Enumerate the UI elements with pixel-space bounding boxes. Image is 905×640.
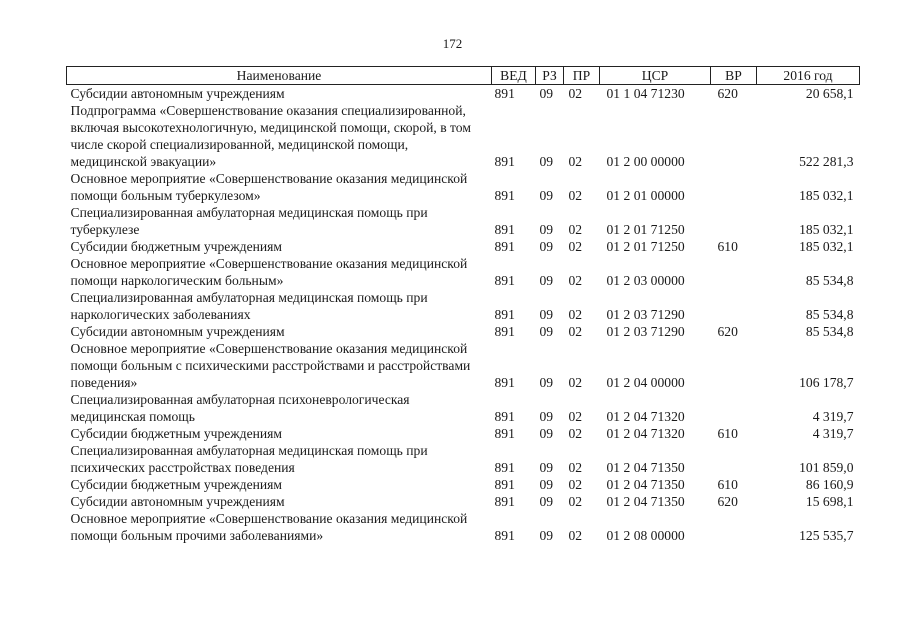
row-pr: 02: [568, 154, 583, 169]
row-name: Основное мероприятие «Совершенствование оказания медицинской помощи больным прочими заболеваниями»: [70, 511, 468, 543]
header-vr: ВР: [711, 67, 757, 85]
row-amount: 185 032,1: [799, 222, 854, 237]
header-year: 2016 год: [757, 67, 860, 85]
table-row: [67, 510, 860, 544]
row-name: Основное мероприятие «Совершенствование оказания медицинской помощи наркологическим больным»: [70, 256, 468, 288]
page-number: 172: [442, 36, 463, 51]
row-pr: 02: [568, 375, 583, 390]
row-pr: 02: [568, 307, 583, 322]
row-csr: 01 2 04 71320: [606, 426, 685, 441]
row-csr: 01 2 04 71350: [606, 477, 685, 492]
row-csr: 01 2 01 71250: [606, 222, 685, 237]
row-ved: 891: [494, 409, 515, 424]
row-pr: 02: [568, 222, 583, 237]
row-name: Основное мероприятие «Совершенствование оказания медицинской помощи больным с психическими расстройствами и расстройствами поведения»: [70, 341, 471, 390]
row-name: Специализированная амбулаторная медицинская помощь при наркологических заболеваниях: [70, 290, 428, 322]
row-rz: 09: [539, 375, 554, 390]
row-pr: 02: [568, 494, 583, 509]
row-ved: 891: [494, 239, 515, 254]
row-ved: 891: [494, 188, 515, 203]
row-vr: [711, 510, 757, 544]
table-row: [67, 204, 860, 238]
table-body: [67, 85, 860, 545]
table-row: [67, 442, 860, 476]
row-rz: 09: [539, 426, 554, 441]
header-pr: ПР: [564, 67, 600, 85]
row-name: Субсидии бюджетным учреждениям: [70, 239, 283, 254]
row-vr: [711, 340, 757, 391]
row-amount: 15 698,1: [805, 494, 854, 509]
row-csr: 01 2 08 00000: [606, 528, 685, 543]
row-amount: 125 535,7: [799, 528, 854, 543]
row-ved: 891: [494, 154, 515, 169]
row-vr: 620: [717, 494, 738, 509]
table-row: [67, 289, 860, 323]
row-name: Специализированная амбулаторная психоневрологическая медицинская помощь: [70, 392, 410, 424]
row-vr: [711, 204, 757, 238]
row-rz: 09: [539, 409, 554, 424]
row-csr: 01 2 03 71290: [606, 324, 685, 339]
row-csr: 01 1 04 71230: [606, 86, 685, 101]
table-header: [67, 67, 860, 85]
row-csr: 01 2 01 00000: [606, 188, 685, 203]
row-name: Субсидии автономным учреждениям: [70, 86, 285, 101]
table-row: [67, 102, 860, 170]
row-csr: 01 2 04 71350: [606, 460, 685, 475]
row-csr: 01 2 00 00000: [606, 154, 685, 169]
row-pr: 02: [568, 460, 583, 475]
row-ved: 891: [494, 460, 515, 475]
row-amount: 86 160,9: [805, 477, 854, 492]
header-csr: ЦСР: [600, 67, 711, 85]
row-vr: [711, 170, 757, 204]
row-name: Субсидии бюджетным учреждениям: [70, 477, 283, 492]
row-csr: 01 2 04 71320: [606, 409, 685, 424]
row-name: Основное мероприятие «Совершенствование оказания медицинской помощи больным туберкулезом»: [70, 171, 468, 203]
row-ved: 891: [494, 324, 515, 339]
table-row: [67, 85, 860, 103]
row-csr: 01 2 04 00000: [606, 375, 685, 390]
row-pr: 02: [568, 273, 583, 288]
row-pr: 02: [568, 324, 583, 339]
row-pr: 02: [568, 239, 583, 254]
row-vr: [711, 289, 757, 323]
row-vr: 620: [717, 86, 738, 101]
row-ved: 891: [494, 528, 515, 543]
header-name: Наименование: [67, 67, 492, 85]
table-row: [67, 425, 860, 442]
row-vr: [711, 255, 757, 289]
row-csr: 01 2 03 71290: [606, 307, 685, 322]
row-ved: 891: [494, 477, 515, 492]
row-rz: 09: [539, 188, 554, 203]
header-row: [67, 67, 860, 85]
row-amount: 522 281,3: [799, 154, 854, 169]
table-row: [67, 340, 860, 391]
row-csr: 01 2 03 00000: [606, 273, 685, 288]
row-name: Субсидии бюджетным учреждениям: [70, 426, 283, 441]
row-ved: 891: [494, 426, 515, 441]
row-ved: 891: [494, 222, 515, 237]
row-rz: 09: [539, 477, 554, 492]
table-row: [67, 391, 860, 425]
row-amount: 4 319,7: [812, 409, 854, 424]
header-rz: РЗ: [536, 67, 564, 85]
row-rz: 09: [539, 494, 554, 509]
row-vr: 610: [717, 239, 738, 254]
table-row: [67, 170, 860, 204]
row-ved: 891: [494, 375, 515, 390]
row-rz: 09: [539, 460, 554, 475]
row-amount: 185 032,1: [799, 239, 854, 254]
row-amount: 101 859,0: [799, 460, 854, 475]
budget-table: [66, 66, 860, 544]
row-ved: 891: [494, 494, 515, 509]
row-vr: 620: [717, 324, 738, 339]
row-pr: 02: [568, 409, 583, 424]
row-amount: 85 534,8: [805, 307, 854, 322]
row-rz: 09: [539, 307, 554, 322]
row-rz: 09: [539, 239, 554, 254]
row-pr: 02: [568, 477, 583, 492]
row-rz: 09: [539, 222, 554, 237]
row-vr: [711, 442, 757, 476]
row-rz: 09: [539, 324, 554, 339]
row-name: Специализированная амбулаторная медицинская помощь при психических расстройствах поведения: [70, 443, 428, 475]
row-ved: 891: [494, 86, 515, 101]
table-row: [67, 238, 860, 255]
row-amount: 4 319,7: [812, 426, 854, 441]
row-vr: 610: [717, 477, 738, 492]
row-rz: 09: [539, 528, 554, 543]
row-amount: 106 178,7: [799, 375, 854, 390]
row-csr: 01 2 04 71350: [606, 494, 685, 509]
table-row: [67, 323, 860, 340]
row-pr: 02: [568, 426, 583, 441]
row-name: Специализированная амбулаторная медицинская помощь при туберкулезе: [70, 205, 428, 237]
table-row: [67, 476, 860, 493]
row-pr: 02: [568, 188, 583, 203]
row-vr: [711, 102, 757, 170]
table-row: [67, 493, 860, 510]
row-name: Субсидии автономным учреждениям: [70, 494, 285, 509]
row-pr: 02: [568, 528, 583, 543]
row-vr: 610: [717, 426, 738, 441]
row-ved: 891: [494, 307, 515, 322]
row-vr: [711, 391, 757, 425]
header-ved: ВЕД: [492, 67, 536, 85]
table-row: [67, 255, 860, 289]
row-rz: 09: [539, 154, 554, 169]
row-name: Подпрограмма «Совершенствование оказания специализированной, включая высокотехнологичную, медицинской помощи, скорой, в том числе скорой специализированной, медицинской помощи, медицинской эвакуации»: [70, 103, 471, 169]
row-ved: 891: [494, 273, 515, 288]
row-amount: 20 658,1: [805, 86, 854, 101]
row-amount: 185 032,1: [799, 188, 854, 203]
row-amount: 85 534,8: [805, 324, 854, 339]
row-rz: 09: [539, 86, 554, 101]
row-pr: 02: [568, 86, 583, 101]
row-rz: 09: [539, 273, 554, 288]
row-name: Субсидии автономным учреждениям: [70, 324, 285, 339]
row-amount: 85 534,8: [805, 273, 854, 288]
row-csr: 01 2 01 71250: [606, 239, 685, 254]
